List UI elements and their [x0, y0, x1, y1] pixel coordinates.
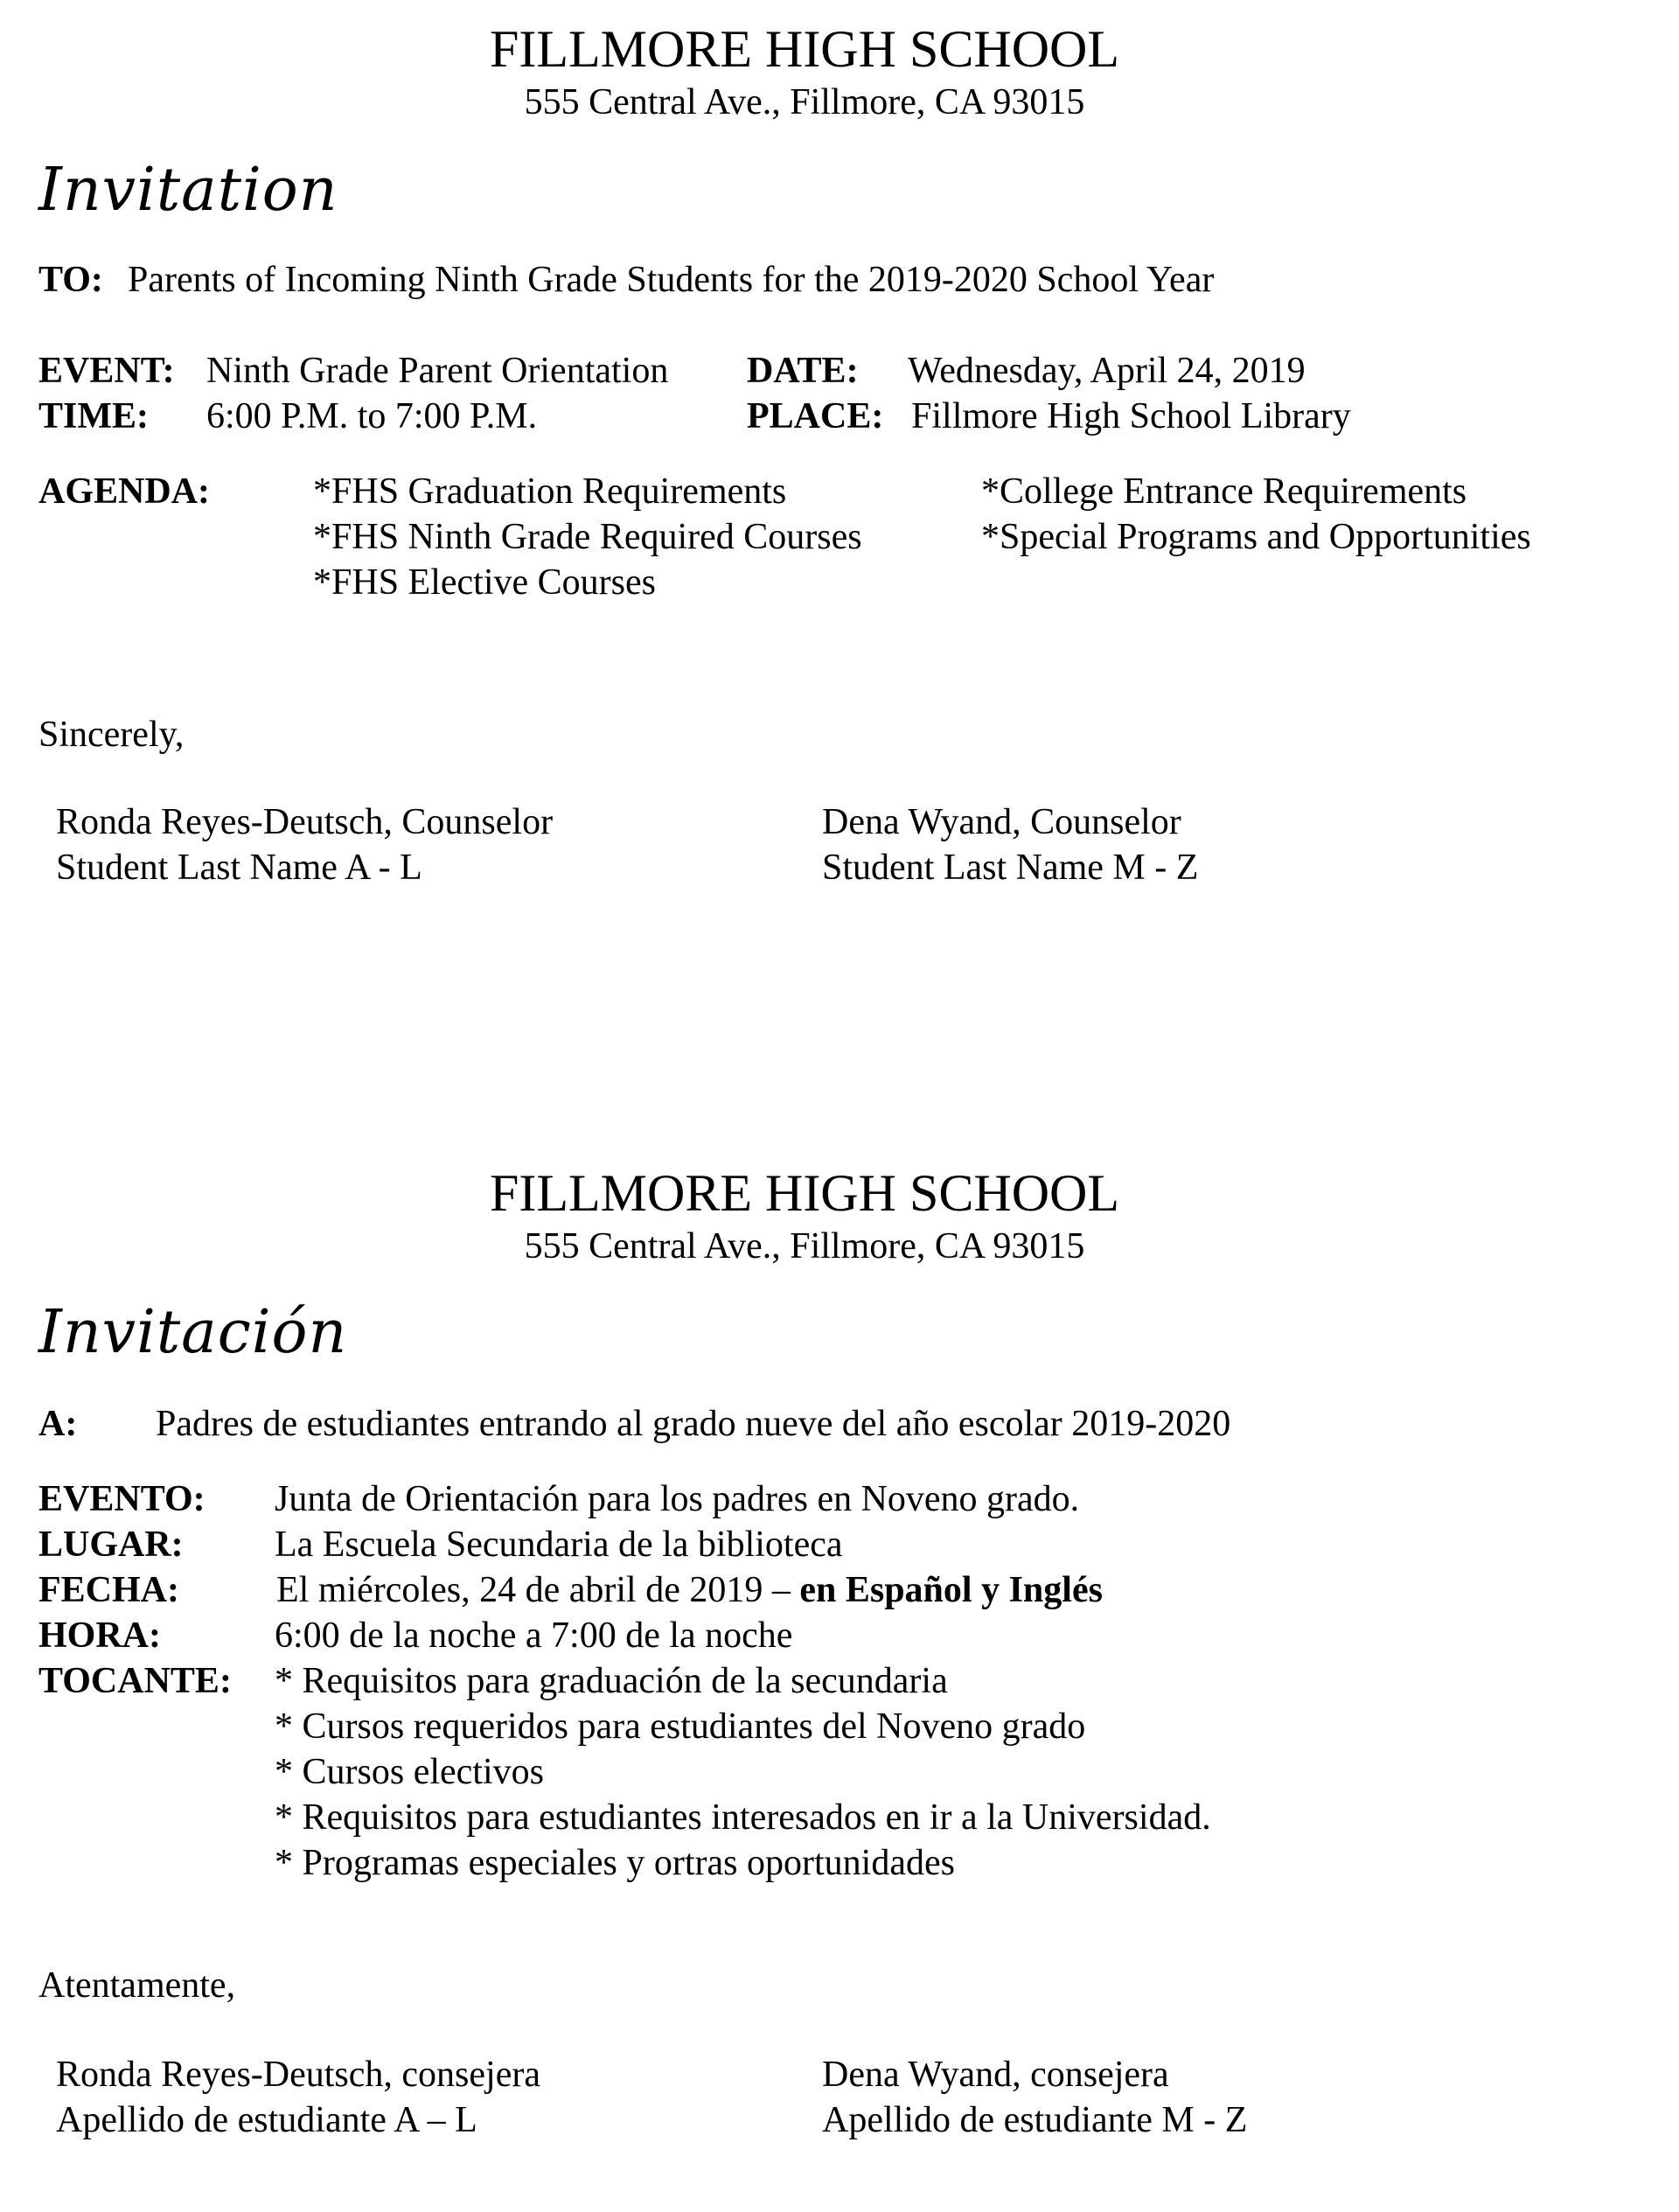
a-label: A: — [38, 1404, 78, 1444]
fecha-label: FECHA: — [38, 1570, 179, 1610]
lugar-label: LUGAR: — [38, 1525, 184, 1565]
time-label: TIME: — [38, 396, 149, 436]
agenda-item: *Special Programs and Opportunities — [981, 517, 1531, 557]
event-label: EVENT: — [38, 351, 175, 391]
school-address: 555 Central Ave., Fillmore, CA 93015 — [524, 82, 1085, 122]
school-address: 555 Central Ave., Fillmore, CA 93015 — [524, 1226, 1085, 1266]
signer-role: Apellido de estudiante M - Z — [822, 2100, 1248, 2140]
tocante-item: * Programas especiales y ortras oportunidades — [275, 1843, 955, 1883]
closing: Atentamente, — [38, 1965, 236, 2006]
place-label: PLACE: — [747, 396, 884, 436]
hora-value: 6:00 de la noche a 7:00 de la noche — [275, 1615, 793, 1656]
signer-name: Ronda Reyes-Deutsch, Counselor — [56, 802, 554, 842]
agenda-item: *FHS Graduation Requirements — [313, 471, 787, 512]
hora-label: HORA: — [38, 1615, 161, 1656]
school-name: FILLMORE HIGH SCHOOL — [490, 1164, 1119, 1222]
place-value: Fillmore High School Library — [911, 396, 1351, 436]
tocante-label: TOCANTE: — [38, 1661, 232, 1701]
agenda-item: *FHS Elective Courses — [313, 562, 656, 603]
agenda-item: *College Entrance Requirements — [981, 471, 1467, 512]
tocante-item: * Requisitos para graduación de la secundaria — [275, 1661, 948, 1701]
lugar-value: La Escuela Secundaria de la biblioteca — [275, 1525, 843, 1565]
closing: Sincerely, — [38, 715, 185, 755]
tocante-item: * Cursos requeridos para estudiantes del Noveno grado — [275, 1706, 1086, 1747]
fecha-language-note: en Español y Inglés — [799, 1570, 1103, 1610]
tocante-item: * Requisitos para estudiantes interesados en ir a la Universidad. — [275, 1797, 1211, 1838]
date-value: Wednesday, April 24, 2019 — [908, 351, 1306, 391]
evento-label: EVENTO: — [38, 1479, 206, 1519]
signer-name: Dena Wyand, consejera — [822, 2055, 1169, 2095]
time-value: 6:00 P.M. to 7:00 P.M. — [206, 396, 538, 436]
to-value: Parents of Incoming Ninth Grade Students for the 2019-2020 School Year — [128, 260, 1215, 300]
signer-role: Student Last Name A - L — [56, 848, 422, 888]
event-value: Ninth Grade Parent Orientation — [206, 351, 669, 391]
invitation-heading: Invitation — [38, 156, 338, 225]
date-label: DATE: — [747, 351, 859, 391]
signer-name: Dena Wyand, Counselor — [822, 802, 1181, 842]
fecha-value — [276, 1567, 1103, 1613]
fecha-date: El miércoles, 24 de abril de 2019 – — [276, 1570, 800, 1610]
tocante-item: * Cursos electivos — [275, 1752, 544, 1792]
evento-value: Junta de Orientación para los padres en Noveno grado. — [275, 1479, 1080, 1519]
to-label: TO: — [38, 260, 103, 300]
invitation-heading: Invitación — [38, 1298, 348, 1367]
signer-role: Apellido de estudiante A – L — [56, 2100, 477, 2140]
school-name: FILLMORE HIGH SCHOOL — [490, 20, 1119, 78]
agenda-item: *FHS Ninth Grade Required Courses — [313, 517, 862, 557]
signer-name: Ronda Reyes-Deutsch, consejera — [56, 2055, 540, 2095]
agenda-label: AGENDA: — [38, 471, 210, 512]
signer-role: Student Last Name M - Z — [822, 848, 1199, 888]
a-value: Padres de estudiantes entrando al grado nueve del año escolar 2019-2020 — [156, 1404, 1231, 1444]
